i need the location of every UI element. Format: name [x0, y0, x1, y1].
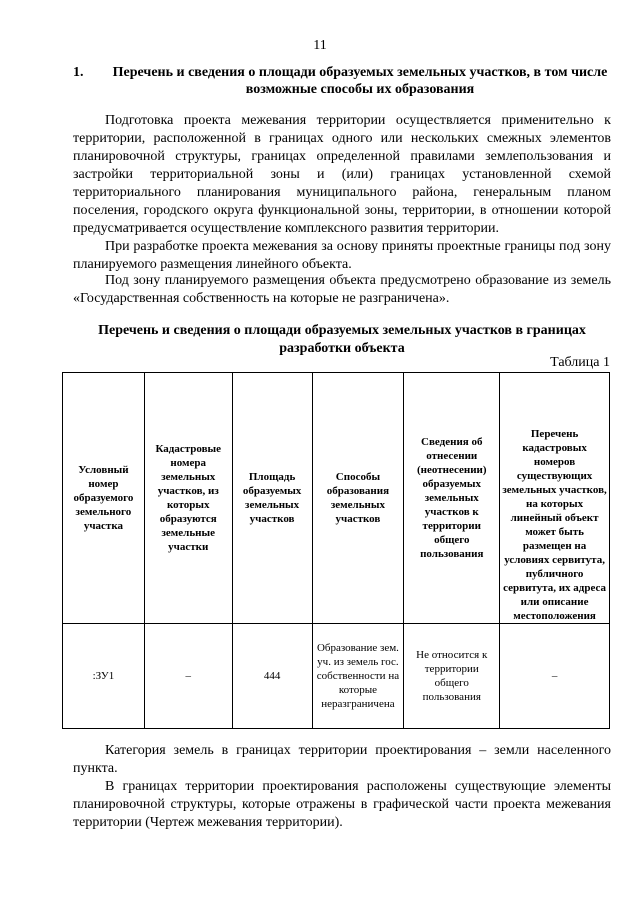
cell-area: 444 [232, 624, 312, 729]
land-plots-table [62, 372, 610, 729]
paragraph-intro: Подготовка проекта межевания территории осуществляется применительно к территории, расположенной в границах одного или нескольких смежных элементов планировочной структуры, границах определенной правилами землепользования и застройки территориальной зоны и (или) границах установленной схемой территориального планирования муниципального района, генеральным планом поселения, городского округа функциональной зоны, территории, в отношении которой предусматривается осуществление комплексного развития территории. [73, 113, 611, 236]
header-cadastral-numbers: Кадастровые номера земельных участков, из которых образуются земельные участки [144, 373, 232, 624]
paragraph-basis: При разработке проекта межевания за основу приняты проектные границы под зону планируемого размещения линейного объекта. [73, 239, 611, 272]
header-area: Площадь образуемых земельных участков [232, 373, 312, 624]
section-title: Перечень и сведения о площади образуемых земельных участков, в том числе возможные способы их образования [112, 65, 608, 97]
section-heading [73, 64, 613, 98]
table-title: Перечень и сведения о площади образуемых земельных участков в границах разработки объекта [98, 323, 586, 356]
cell-formation-method: Образование зем. уч. из земель гос. собственности на которые неразграничена [312, 624, 404, 729]
page-number: 11 [313, 38, 327, 53]
header-public-use: Сведения об отнесении (неотнесении) образуемых земельных участков к территории общего пользования [404, 373, 500, 624]
table-caption: Таблица 1 [550, 355, 610, 370]
cell-public-use: Не относится к территории общего пользования [404, 624, 500, 729]
table-header-row [63, 373, 610, 624]
table-row [63, 624, 610, 729]
cell-servitude-list: – [500, 624, 610, 729]
header-servitude-list: Перечень кадастровых номеров существующих земельных участков, на которых линейный объект может быть размещен на условиях сервитута, публичного сервитута, их адреса или описание местоположения [500, 373, 610, 624]
paragraph-planning-elements: В границах территории проектирования расположены существующие элементы планировочной структуры, которые отражены в графической части проекта межевания территории (Чертеж межевания территории). [73, 779, 611, 830]
header-plot-number: Условный номер образуемого земельного участка [63, 373, 145, 624]
paragraph-land-category: Категория земель в границах территории проектирования – земли населенного пункта. [73, 743, 611, 776]
cell-plot-number: :ЗУ1 [63, 624, 145, 729]
section-number: 1. [73, 65, 84, 80]
cell-cadastral-numbers: – [144, 624, 232, 729]
paragraph-zone: Под зону планируемого размещения объекта предусмотрено образование из земель «Государственная собственность на которые не разграничена». [73, 273, 611, 306]
header-formation-method: Способы образования земельных участков [312, 373, 404, 624]
